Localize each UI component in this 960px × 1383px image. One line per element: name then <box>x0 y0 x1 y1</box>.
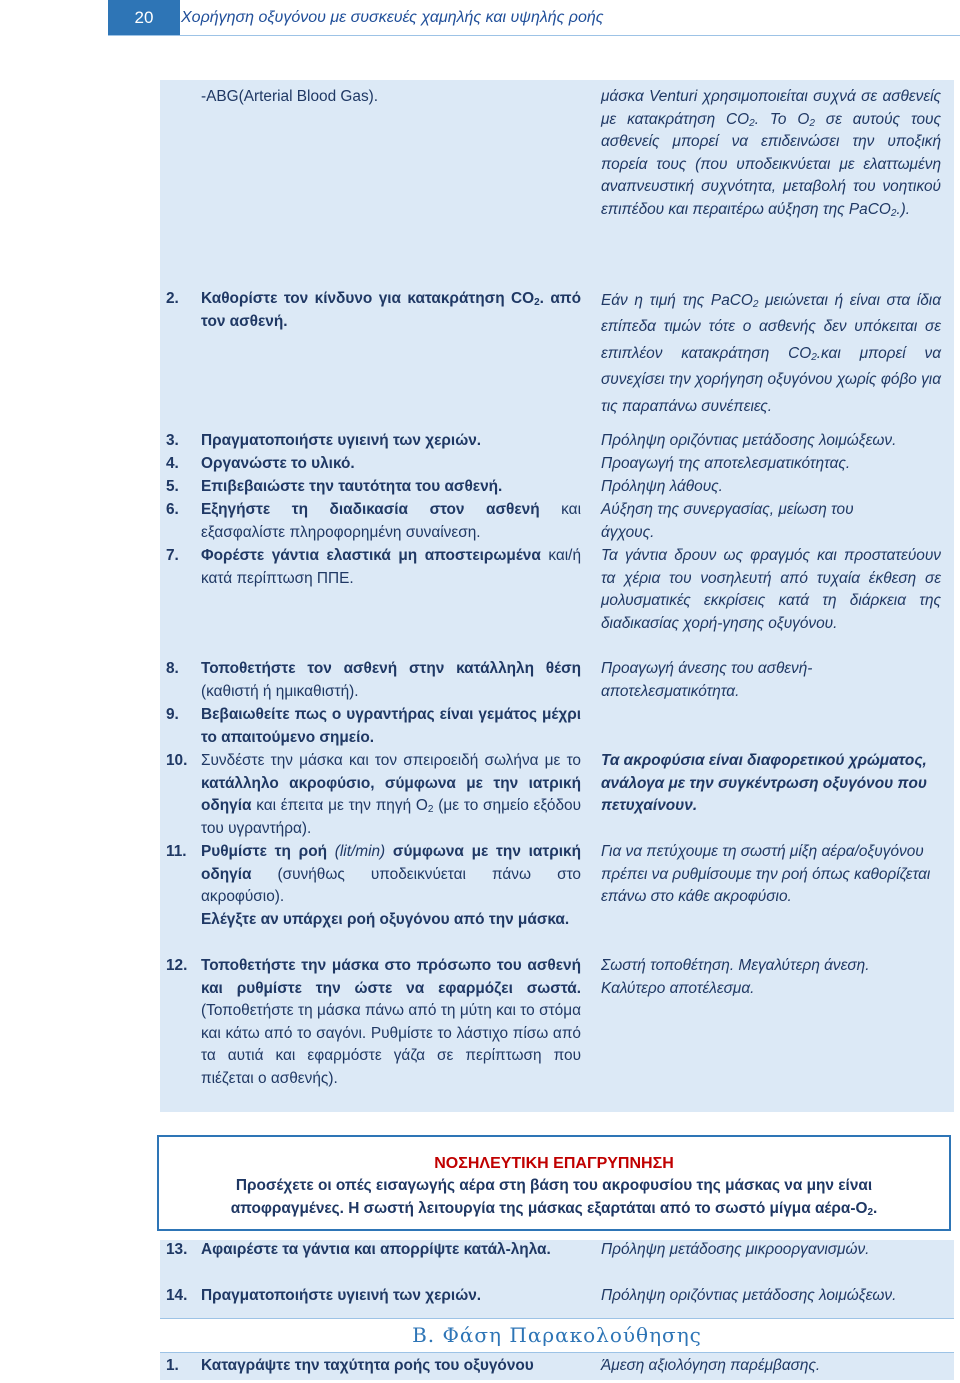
nursing-alert-box <box>157 1135 951 1231</box>
step-number: 7. <box>166 547 179 564</box>
step-number: 8. <box>166 660 179 677</box>
step-number: 11. <box>166 843 187 860</box>
step-5-action: Επιβεβαιώστε την ταυτότητα του ασθενή. <box>201 478 503 495</box>
nursing-alert-title: ΝΟΣΗΛΕΥΤΙΚΗ ΕΠΑΓΡΥΠΝΗΣΗ <box>434 1155 674 1172</box>
step-8-action: Τοποθετήστε τον ασθενή στην κατάλληλη θέση (καθιστή ή ημικαθιστή). <box>201 660 581 700</box>
intro-left: -ABG(Arterial Blood Gas). <box>201 88 379 105</box>
running-title: Χορήγηση οξυγόνου με συσκευές χαμηλής και υψηλής ροής <box>181 9 604 26</box>
step-4-action: Οργανώστε το υλικό. <box>201 455 355 472</box>
step-8-rationale: Προαγωγή άνεσης του ασθενή-αποτελεσματικότητα. <box>601 660 813 700</box>
step-number: 5. <box>166 478 179 495</box>
step-2-action: Καθορίστε τον κίνδυνο για κατακράτηση $CO_2$. από τον ασθενή. <box>201 290 581 330</box>
step-13-rationale: Πρόληψη μετάδοσης μικροοργανισμών. <box>601 1241 870 1258</box>
step-7-rationale: Τα γάντια δρουν ως φραγμός και προστατεύουν τα χέρια του νοσηλευτή από τυχαία έκθεση σε μολυσματικές εκκρίσεις κατά τη διάρκεια της διαδικασίας χορή-γησης οξυγόνου. <box>601 547 941 632</box>
page-number: 20 <box>108 0 180 36</box>
step-3-action: Πραγματοποιήστε υγιεινή των χεριών. <box>201 432 482 449</box>
step-11-rationale: Για να πετύχουμε τη σωστή μίξη αέρα/οξυγόνου πρέπει να ρυθμίσουμε την ροή όπως καθορίζεται επάνω στο κάθε ακροφύσιο. <box>601 843 931 906</box>
step-number: 9. <box>166 706 179 723</box>
step-12-rationale: Σωστή τοποθέτηση. Μεγαλύτερη άνεση. Καλύτερο αποτέλεσμα. <box>601 957 870 997</box>
monitor-1-action: Καταγράψτε την ταχύτητα ροής του οξυγόνου <box>201 1357 534 1374</box>
step-11-action: Ρυθμίστε τη ροή (lit/min) σύμφωνα με την ιατρική οδηγία (συνήθως υποδεικνύεται πάνω στο ακροφύσιο). Ελέγξτε αν υπάρχει ροή οξυγόνου από την μάσκα. <box>201 843 581 928</box>
intro-right: μάσκα Venturi χρησιμοποιείται συχνά σε ασθενείς με κατακράτηση $CO_2$. Το $O_2$ σε αυτούς τους ασθενείς μπορεί να επιδεινώσει την υποξική πορεία τους (που υποδεικνύεται με ελαττωμένη αναπνευστική συχνότητα, μεταβολή του νοητικού επιπέδου και περαιτέρω αύξηση της PaCO$_2$.). <box>601 88 941 219</box>
step-number: 3. <box>166 432 179 449</box>
step-number: 4. <box>166 455 179 472</box>
phase-heading <box>160 1318 954 1353</box>
nursing-alert-line-1: Προσέχετε οι οπές εισαγωγής αέρα στη βάση του ακροφυσίου της μάσκας να μην είναι <box>235 1177 873 1194</box>
step-14-rationale: Πρόληψη οριζόντιας μετάδοσης λοιμώξεων. <box>601 1287 897 1304</box>
step-6-rationale: Αύξηση της συνεργασίας, μείωση του άγχους. <box>601 501 854 541</box>
step-9-action: Βεβαιωθείτε πως ο υγραντήρας είναι γεμάτος μέχρι το απαιτούμενο σημείο. <box>201 706 581 746</box>
step-number: 13. <box>166 1241 188 1258</box>
step-4-rationale: Προαγωγή της αποτελεσματικότητας. <box>601 455 851 472</box>
monitor-1-rationale: Άμεση αξιολόγηση παρέμβασης. <box>601 1357 821 1374</box>
page-header <box>0 0 960 36</box>
step-12-action: Τοποθετήστε την μάσκα στο πρόσωπο του ασθενή και ρυθμίστε την ώστε να εφαρμόζει σωστά. (Τοποθετήστε τη μάσκα πάνω από τη μύτη και το στόμα και κάτω από το σαγόνι. Ρυθμίστε το λάστιχο πίσω από τα αυτιά και εφαρμόστε γάζα σε περίπτωση που πιέζεται ο ασθενής). <box>201 957 581 1087</box>
step-number: 2. <box>166 290 179 307</box>
step-6-action: Εξηγήστε τη διαδικασία στον ασθενή και εξασφαλίστε πληροφορημένη συναίνεση. <box>201 501 581 541</box>
step-10-rationale: Τα ακροφύσια είναι διαφορετικού χρώματος, ανάλογα με την συγκέντρωση οξυγόνου που πετυχαίνουν. <box>601 752 927 815</box>
step-7-action: Φορέστε γάντια ελαστικά μη αποστειρωμένα και/ή κατά περίπτωση ΠΠΕ. <box>201 547 582 587</box>
step-number: 1. <box>166 1357 179 1374</box>
header-rule <box>108 35 960 36</box>
step-number: 10. <box>166 752 188 769</box>
step-number: 6. <box>166 501 179 518</box>
step-10-action: Συνδέστε την μάσκα και τον σπειροειδή σωλήνα με το κατάλληλο ακροφύσιο, σύμφωνα με την ιατρική οδηγία και έπειτα με την πηγή $O_2$ (με το σημείο εξόδου του υγραντήρα). <box>201 752 581 837</box>
step-2-rationale: Εάν η τιμή της PaCO$_2$ μειώνεται ή είναι στα ίδια επίπεδα τιμών τότε ο ασθενής δεν υπόκειται σε επιπλέον κατακράτηση $CO_2.\kappa\alpha\iota$ μπορεί να συνεχίσει την χορήγηση οξυγόνου χωρίς φόβο για τις παραπάνω συνέπειες. <box>601 292 941 415</box>
step-5-rationale: Πρόληψη λάθους. <box>601 478 723 495</box>
phase-title: Β. Φάση Παρακολούθησης <box>412 1323 702 1347</box>
step-3-rationale: Πρόληψη οριζόντιας μετάδοσης λοιμώξεων. <box>601 432 897 449</box>
step-13-action: Αφαιρέστε τα γάντια και απορρίψτε κατάλ-ληλα. <box>201 1241 551 1258</box>
step-14-action: Πραγματοποιήστε υγιεινή των χεριών. <box>201 1287 482 1304</box>
step-number: 12. <box>166 957 188 974</box>
nursing-alert-line-2: αποφραγμένες. Η σωστή λειτουργία της μάσκας εξαρτάται από το σωστό μίγμα αέρα-$O_2$. <box>230 1199 878 1218</box>
step-number: 14. <box>166 1287 188 1304</box>
